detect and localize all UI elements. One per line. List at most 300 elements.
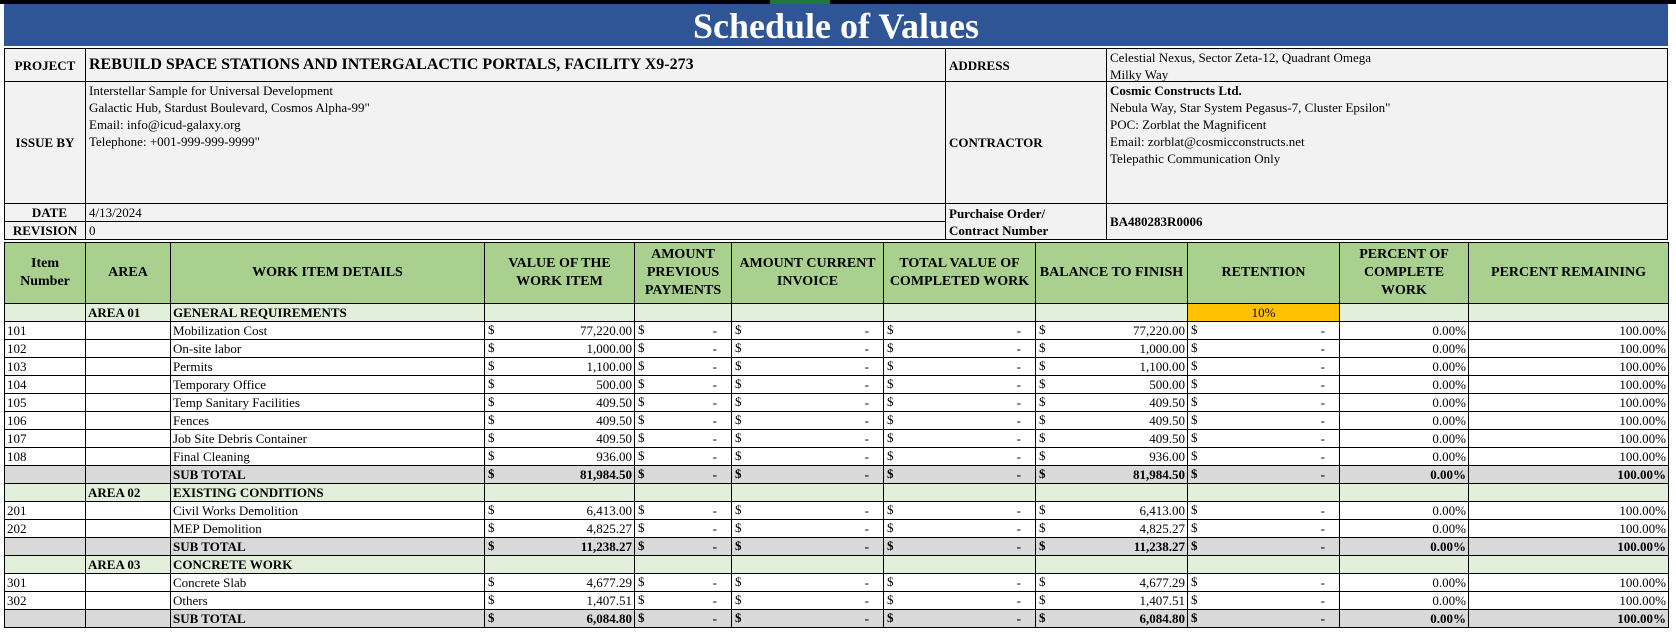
empty-cell[interactable] (485, 556, 635, 574)
description-cell[interactable]: Job Site Debris Container (171, 430, 485, 448)
description-cell[interactable]: Temporary Office (171, 376, 485, 394)
retention-cell[interactable] (1188, 592, 1340, 610)
col-percent-complete[interactable]: PERCENT OF COMPLETE WORK (1340, 243, 1469, 304)
previous-payments-cell[interactable] (635, 376, 732, 394)
currency-symbol: $ (1039, 358, 1046, 373)
amount-value: - (1016, 358, 1021, 374)
amount-value: 409.50 (1149, 394, 1185, 410)
completed-work-cell[interactable] (884, 448, 1036, 466)
empty-cell[interactable] (1188, 556, 1340, 574)
description-cell[interactable]: Permits (171, 358, 485, 376)
amount-value: - (1320, 574, 1325, 590)
empty-cell[interactable] (1036, 304, 1188, 322)
area-cell[interactable] (86, 520, 171, 538)
amount-value: 81,984.50 (580, 466, 632, 482)
balance-cell[interactable] (1036, 448, 1188, 466)
table-row (5, 394, 1669, 412)
item-number-cell[interactable]: 105 (5, 394, 86, 412)
item-number-cell[interactable]: 302 (5, 592, 86, 610)
item-number-cell[interactable] (5, 610, 86, 628)
retention-cell[interactable] (1188, 340, 1340, 358)
address-line-2: Milky Way (1110, 67, 1169, 82)
completed-work-cell[interactable] (884, 412, 1036, 430)
value-cell[interactable] (485, 610, 635, 628)
date-label[interactable]: DATE (4, 203, 86, 222)
currency-symbol: $ (735, 520, 742, 535)
po-value[interactable]: BA480283R0006 (1106, 203, 1668, 240)
previous-payments-cell[interactable] (635, 592, 732, 610)
schedule-table (4, 242, 1669, 628)
item-number-cell[interactable] (5, 466, 86, 484)
item-number-cell[interactable]: 301 (5, 574, 86, 592)
percent-remaining-cell[interactable]: 100.00% (1469, 502, 1669, 520)
contractor-line-3: POC: Zorblat the Magnificent (1110, 117, 1267, 132)
percent-remaining-cell[interactable]: 100.00% (1469, 412, 1669, 430)
value-cell[interactable] (485, 340, 635, 358)
amount-value: - (712, 520, 717, 536)
balance-cell[interactable] (1036, 430, 1188, 448)
amount-value: - (1016, 592, 1021, 608)
previous-payments-cell[interactable] (635, 520, 732, 538)
currency-symbol: $ (638, 430, 645, 445)
retention-cell[interactable] (1188, 466, 1340, 484)
completed-work-cell[interactable] (884, 574, 1036, 592)
percent-remaining-cell[interactable]: 100.00% (1469, 394, 1669, 412)
empty-cell[interactable] (635, 484, 732, 502)
empty-cell[interactable] (732, 304, 884, 322)
percent-complete-cell[interactable]: 0.00% (1340, 430, 1469, 448)
item-number-cell[interactable] (5, 304, 86, 322)
balance-cell[interactable] (1036, 502, 1188, 520)
item-number-cell[interactable]: 101 (5, 322, 86, 340)
area-code-cell[interactable]: AREA 03 (86, 556, 171, 574)
previous-payments-cell[interactable] (635, 574, 732, 592)
completed-work-cell[interactable] (884, 502, 1036, 520)
previous-payments-cell[interactable] (635, 610, 732, 628)
item-number-cell[interactable] (5, 484, 86, 502)
value-cell[interactable] (485, 448, 635, 466)
issue-by-label[interactable]: ISSUE BY (4, 81, 86, 204)
currency-symbol: $ (1191, 448, 1198, 463)
area-cell[interactable] (86, 322, 171, 340)
item-number-cell[interactable]: 106 (5, 412, 86, 430)
current-invoice-cell[interactable] (732, 538, 884, 556)
value-cell[interactable] (485, 466, 635, 484)
table-row (5, 574, 1669, 592)
amount-value: 6,084.80 (586, 610, 632, 626)
area-code-cell[interactable]: AREA 01 (86, 304, 171, 322)
item-number-cell[interactable]: 102 (5, 340, 86, 358)
subtotal-row (5, 466, 1669, 484)
currency-symbol: $ (887, 394, 894, 409)
table-row (5, 322, 1669, 340)
current-invoice-cell[interactable] (732, 340, 884, 358)
completed-work-cell[interactable] (884, 430, 1036, 448)
amount-value: - (1016, 412, 1021, 428)
col-total-value-completed[interactable]: TOTAL VALUE OF COMPLETED WORK (884, 243, 1036, 304)
percent-complete-cell[interactable]: 0.00% (1340, 322, 1469, 340)
percent-complete-cell[interactable]: 0.00% (1340, 592, 1469, 610)
amount-value: 1,407.51 (1139, 592, 1185, 608)
amount-value: - (864, 394, 869, 410)
percent-remaining-cell[interactable]: 100.00% (1469, 520, 1669, 538)
amount-value: - (1320, 322, 1325, 338)
empty-cell[interactable] (635, 304, 732, 322)
percent-remaining-cell[interactable]: 100.00% (1469, 574, 1669, 592)
balance-cell[interactable] (1036, 610, 1188, 628)
col-area[interactable]: AREA (86, 243, 171, 304)
completed-work-cell[interactable] (884, 592, 1036, 610)
item-number-cell[interactable]: 107 (5, 430, 86, 448)
currency-symbol: $ (488, 610, 495, 625)
balance-cell[interactable] (1036, 412, 1188, 430)
revision-value[interactable]: 0 (85, 221, 946, 240)
amount-value: 77,220.00 (1133, 322, 1185, 338)
retention-cell[interactable] (1188, 574, 1340, 592)
value-cell[interactable] (485, 322, 635, 340)
empty-cell[interactable] (884, 304, 1036, 322)
amount-value: 1,000.00 (586, 340, 632, 356)
currency-symbol: $ (488, 502, 495, 517)
current-invoice-cell[interactable] (732, 394, 884, 412)
empty-cell[interactable] (732, 484, 884, 502)
item-number-cell[interactable]: 202 (5, 520, 86, 538)
value-cell[interactable] (485, 574, 635, 592)
amount-value: - (1320, 376, 1325, 392)
amount-value: - (1320, 394, 1325, 410)
current-invoice-cell[interactable] (732, 412, 884, 430)
area-cell[interactable] (86, 358, 171, 376)
description-cell[interactable]: Temp Sanitary Facilities (171, 394, 485, 412)
value-cell[interactable] (485, 394, 635, 412)
subtotal-label-cell[interactable]: SUB TOTAL (171, 610, 485, 628)
previous-payments-cell[interactable] (635, 448, 732, 466)
empty-cell[interactable] (1340, 304, 1469, 322)
percent-complete-cell[interactable]: 0.00% (1340, 502, 1469, 520)
previous-payments-cell[interactable] (635, 538, 732, 556)
project-value[interactable]: REBUILD SPACE STATIONS AND INTERGALACTIC PORTALS, FACILITY X9-273 (85, 48, 946, 82)
address-label[interactable]: ADDRESS (945, 48, 1107, 82)
col-value-of-work-item[interactable]: VALUE OF THE WORK ITEM (485, 243, 635, 304)
currency-symbol: $ (1191, 376, 1198, 391)
value-cell[interactable] (485, 592, 635, 610)
percent-complete-cell[interactable]: 0.00% (1340, 412, 1469, 430)
po-label[interactable] (945, 203, 1107, 240)
retention-cell[interactable] (1188, 430, 1340, 448)
value-cell[interactable] (485, 358, 635, 376)
current-invoice-cell[interactable] (732, 448, 884, 466)
percent-remaining-cell[interactable]: 100.00% (1469, 358, 1669, 376)
currency-symbol: $ (1039, 322, 1046, 337)
percent-remaining-cell[interactable]: 100.00% (1469, 466, 1669, 484)
percent-complete-cell[interactable]: 0.00% (1340, 394, 1469, 412)
percent-remaining-cell[interactable]: 100.00% (1469, 322, 1669, 340)
balance-cell[interactable] (1036, 340, 1188, 358)
retention-cell[interactable] (1188, 322, 1340, 340)
percent-remaining-cell[interactable]: 100.00% (1469, 430, 1669, 448)
percent-remaining-cell[interactable]: 100.00% (1469, 610, 1669, 628)
area-cell[interactable] (86, 610, 171, 628)
balance-cell[interactable] (1036, 520, 1188, 538)
empty-cell[interactable] (1188, 484, 1340, 502)
currency-symbol: $ (735, 466, 742, 481)
percent-complete-cell[interactable]: 0.00% (1340, 610, 1469, 628)
amount-value: - (712, 412, 717, 428)
area-cell[interactable] (86, 502, 171, 520)
balance-cell[interactable] (1036, 322, 1188, 340)
col-amount-previous-payments[interactable]: AMOUNT PREVIOUS PAYMENTS (635, 243, 732, 304)
table-row (5, 430, 1669, 448)
empty-cell[interactable] (732, 556, 884, 574)
amount-value: - (864, 502, 869, 518)
item-number-cell[interactable] (5, 556, 86, 574)
balance-cell[interactable] (1036, 538, 1188, 556)
currency-symbol: $ (638, 376, 645, 391)
contractor-value[interactable] (1106, 81, 1668, 204)
col-amount-current-invoice[interactable]: AMOUNT CURRENT INVOICE (732, 243, 884, 304)
empty-cell[interactable] (1469, 484, 1669, 502)
percent-complete-cell[interactable]: 0.00% (1340, 520, 1469, 538)
percent-remaining-cell[interactable]: 100.00% (1469, 592, 1669, 610)
description-cell[interactable]: Fences (171, 412, 485, 430)
item-number-cell[interactable]: 104 (5, 376, 86, 394)
retention-cell[interactable] (1188, 502, 1340, 520)
currency-symbol: $ (488, 394, 495, 409)
currency-symbol: $ (488, 592, 495, 607)
po-label-line-1: Purchaise Order/ (949, 206, 1046, 221)
value-cell[interactable] (485, 520, 635, 538)
subtotal-label-cell[interactable]: SUB TOTAL (171, 538, 485, 556)
previous-payments-cell[interactable] (635, 340, 732, 358)
description-cell[interactable]: Concrete Slab (171, 574, 485, 592)
previous-payments-cell[interactable] (635, 358, 732, 376)
percent-complete-cell[interactable]: 0.00% (1340, 376, 1469, 394)
current-invoice-cell[interactable] (732, 322, 884, 340)
currency-symbol: $ (1191, 502, 1198, 517)
contractor-line-4: Email: zorblat@cosmicconstructs.net (1110, 134, 1305, 149)
area-name-cell[interactable]: EXISTING CONDITIONS (171, 484, 485, 502)
currency-symbol: $ (1039, 340, 1046, 355)
item-number-cell[interactable]: 103 (5, 358, 86, 376)
revision-label[interactable]: REVISION (4, 221, 86, 240)
current-invoice-cell[interactable] (732, 592, 884, 610)
retention-cell[interactable] (1188, 376, 1340, 394)
currency-symbol: $ (1191, 340, 1198, 355)
balance-cell[interactable] (1036, 376, 1188, 394)
currency-symbol: $ (1039, 412, 1046, 427)
current-invoice-cell[interactable] (732, 502, 884, 520)
item-number-cell[interactable]: 108 (5, 448, 86, 466)
percent-remaining-cell[interactable]: 100.00% (1469, 340, 1669, 358)
value-cell[interactable] (485, 538, 635, 556)
value-cell[interactable] (485, 376, 635, 394)
value-cell[interactable] (485, 412, 635, 430)
balance-cell[interactable] (1036, 592, 1188, 610)
completed-work-cell[interactable] (884, 322, 1036, 340)
current-invoice-cell[interactable] (732, 430, 884, 448)
retention-cell[interactable] (1188, 412, 1340, 430)
empty-cell[interactable] (635, 556, 732, 574)
subtotal-row (5, 538, 1669, 556)
retention-cell[interactable] (1188, 448, 1340, 466)
item-number-cell[interactable] (5, 538, 86, 556)
description-cell[interactable]: Final Cleaning (171, 448, 485, 466)
table-row (5, 592, 1669, 610)
currency-symbol: $ (488, 466, 495, 481)
area-cell[interactable] (86, 394, 171, 412)
previous-payments-cell[interactable] (635, 430, 732, 448)
amount-value: 1,100.00 (1139, 358, 1185, 374)
amount-value: - (1016, 574, 1021, 590)
col-retention[interactable]: RETENTION (1188, 243, 1340, 304)
col-balance-to-finish[interactable]: BALANCE TO FINISH (1036, 243, 1188, 304)
amount-value: - (1320, 430, 1325, 446)
balance-cell[interactable] (1036, 466, 1188, 484)
date-value[interactable]: 4/13/2024 (85, 203, 946, 222)
area-cell[interactable] (86, 340, 171, 358)
description-cell[interactable]: Civil Works Demolition (171, 502, 485, 520)
currency-symbol: $ (488, 430, 495, 445)
completed-work-cell[interactable] (884, 538, 1036, 556)
description-cell[interactable]: Others (171, 592, 485, 610)
amount-value: - (1320, 340, 1325, 356)
description-cell[interactable]: On-site labor (171, 340, 485, 358)
amount-value: - (1320, 358, 1325, 374)
amount-value: 500.00 (1149, 376, 1185, 392)
current-invoice-cell[interactable] (732, 520, 884, 538)
currency-symbol: $ (1191, 592, 1198, 607)
percent-complete-cell[interactable]: 0.00% (1340, 466, 1469, 484)
percent-complete-cell[interactable]: 0.00% (1340, 340, 1469, 358)
currency-symbol: $ (638, 466, 645, 481)
col-item-number[interactable]: Item Number (5, 243, 86, 304)
table-row (5, 412, 1669, 430)
retention-cell[interactable] (1188, 520, 1340, 538)
area-cell[interactable] (86, 412, 171, 430)
completed-work-cell[interactable] (884, 340, 1036, 358)
amount-value: 6,084.80 (1139, 610, 1185, 626)
contractor-label[interactable]: CONTRACTOR (945, 81, 1107, 204)
percent-complete-cell[interactable]: 0.00% (1340, 358, 1469, 376)
amount-value: 409.50 (596, 394, 632, 410)
description-cell[interactable]: Mobilization Cost (171, 322, 485, 340)
value-cell[interactable] (485, 502, 635, 520)
currency-symbol: $ (638, 448, 645, 463)
area-name-cell[interactable]: CONCRETE WORK (171, 556, 485, 574)
amount-value: - (712, 394, 717, 410)
currency-symbol: $ (735, 358, 742, 373)
empty-cell[interactable] (485, 304, 635, 322)
area-name-cell[interactable]: GENERAL REQUIREMENTS (171, 304, 485, 322)
page-title[interactable]: Schedule of Values (4, 4, 1668, 46)
area-cell[interactable] (86, 592, 171, 610)
area-code-cell[interactable]: AREA 02 (86, 484, 171, 502)
amount-value: - (864, 412, 869, 428)
percent-complete-cell[interactable]: 0.00% (1340, 538, 1469, 556)
percent-remaining-cell[interactable]: 100.00% (1469, 376, 1669, 394)
description-cell[interactable]: MEP Demolition (171, 520, 485, 538)
area-cell[interactable] (86, 448, 171, 466)
empty-cell[interactable] (1036, 484, 1188, 502)
amount-value: - (1016, 340, 1021, 356)
empty-cell[interactable] (485, 484, 635, 502)
currency-symbol: $ (638, 322, 645, 337)
completed-work-cell[interactable] (884, 376, 1036, 394)
current-invoice-cell[interactable] (732, 610, 884, 628)
empty-cell[interactable] (1340, 484, 1469, 502)
currency-symbol: $ (887, 322, 894, 337)
item-number-cell[interactable]: 201 (5, 502, 86, 520)
area-cell[interactable] (86, 466, 171, 484)
amount-value: - (712, 502, 717, 518)
amount-value: - (1016, 376, 1021, 392)
currency-symbol: $ (488, 574, 495, 589)
empty-cell[interactable] (884, 556, 1036, 574)
previous-payments-cell[interactable] (635, 466, 732, 484)
completed-work-cell[interactable] (884, 394, 1036, 412)
current-invoice-cell[interactable] (732, 376, 884, 394)
currency-symbol: $ (488, 538, 495, 553)
percent-remaining-cell[interactable]: 100.00% (1469, 538, 1669, 556)
area-cell[interactable] (86, 376, 171, 394)
amount-value: - (1016, 610, 1021, 626)
empty-cell[interactable] (1036, 556, 1188, 574)
empty-cell[interactable] (1469, 556, 1669, 574)
area-cell[interactable] (86, 430, 171, 448)
previous-payments-cell[interactable] (635, 412, 732, 430)
project-label[interactable]: PROJECT (4, 48, 86, 82)
subtotal-label-cell[interactable]: SUB TOTAL (171, 466, 485, 484)
issue-by-value[interactable] (85, 81, 946, 204)
col-percent-remaining[interactable]: PERCENT REMAINING (1469, 243, 1669, 304)
area-cell[interactable] (86, 574, 171, 592)
previous-payments-cell[interactable] (635, 322, 732, 340)
currency-symbol: $ (887, 430, 894, 445)
empty-cell[interactable] (1469, 304, 1669, 322)
completed-work-cell[interactable] (884, 610, 1036, 628)
area-cell[interactable] (86, 538, 171, 556)
amount-value: 4,825.27 (586, 520, 632, 536)
balance-cell[interactable] (1036, 358, 1188, 376)
previous-payments-cell[interactable] (635, 394, 732, 412)
percent-remaining-cell[interactable]: 100.00% (1469, 448, 1669, 466)
percent-complete-cell[interactable]: 0.00% (1340, 448, 1469, 466)
completed-work-cell[interactable] (884, 520, 1036, 538)
value-cell[interactable] (485, 430, 635, 448)
currency-symbol: $ (735, 322, 742, 337)
address-value[interactable] (1106, 48, 1668, 82)
current-invoice-cell[interactable] (732, 466, 884, 484)
retention-cell[interactable] (1188, 394, 1340, 412)
balance-cell[interactable] (1036, 574, 1188, 592)
empty-cell[interactable] (884, 484, 1036, 502)
retention-cell[interactable] (1188, 358, 1340, 376)
current-invoice-cell[interactable] (732, 358, 884, 376)
balance-cell[interactable] (1036, 394, 1188, 412)
retention-rate-cell[interactable]: 10% (1188, 304, 1340, 322)
completed-work-cell[interactable] (884, 358, 1036, 376)
empty-cell[interactable] (1340, 556, 1469, 574)
current-invoice-cell[interactable] (732, 574, 884, 592)
retention-cell[interactable] (1188, 538, 1340, 556)
completed-work-cell[interactable] (884, 466, 1036, 484)
retention-cell[interactable] (1188, 610, 1340, 628)
col-work-item-details[interactable]: WORK ITEM DETAILS (171, 243, 485, 304)
previous-payments-cell[interactable] (635, 502, 732, 520)
currency-symbol: $ (887, 610, 894, 625)
amount-value: - (1320, 610, 1325, 626)
percent-complete-cell[interactable]: 0.00% (1340, 574, 1469, 592)
